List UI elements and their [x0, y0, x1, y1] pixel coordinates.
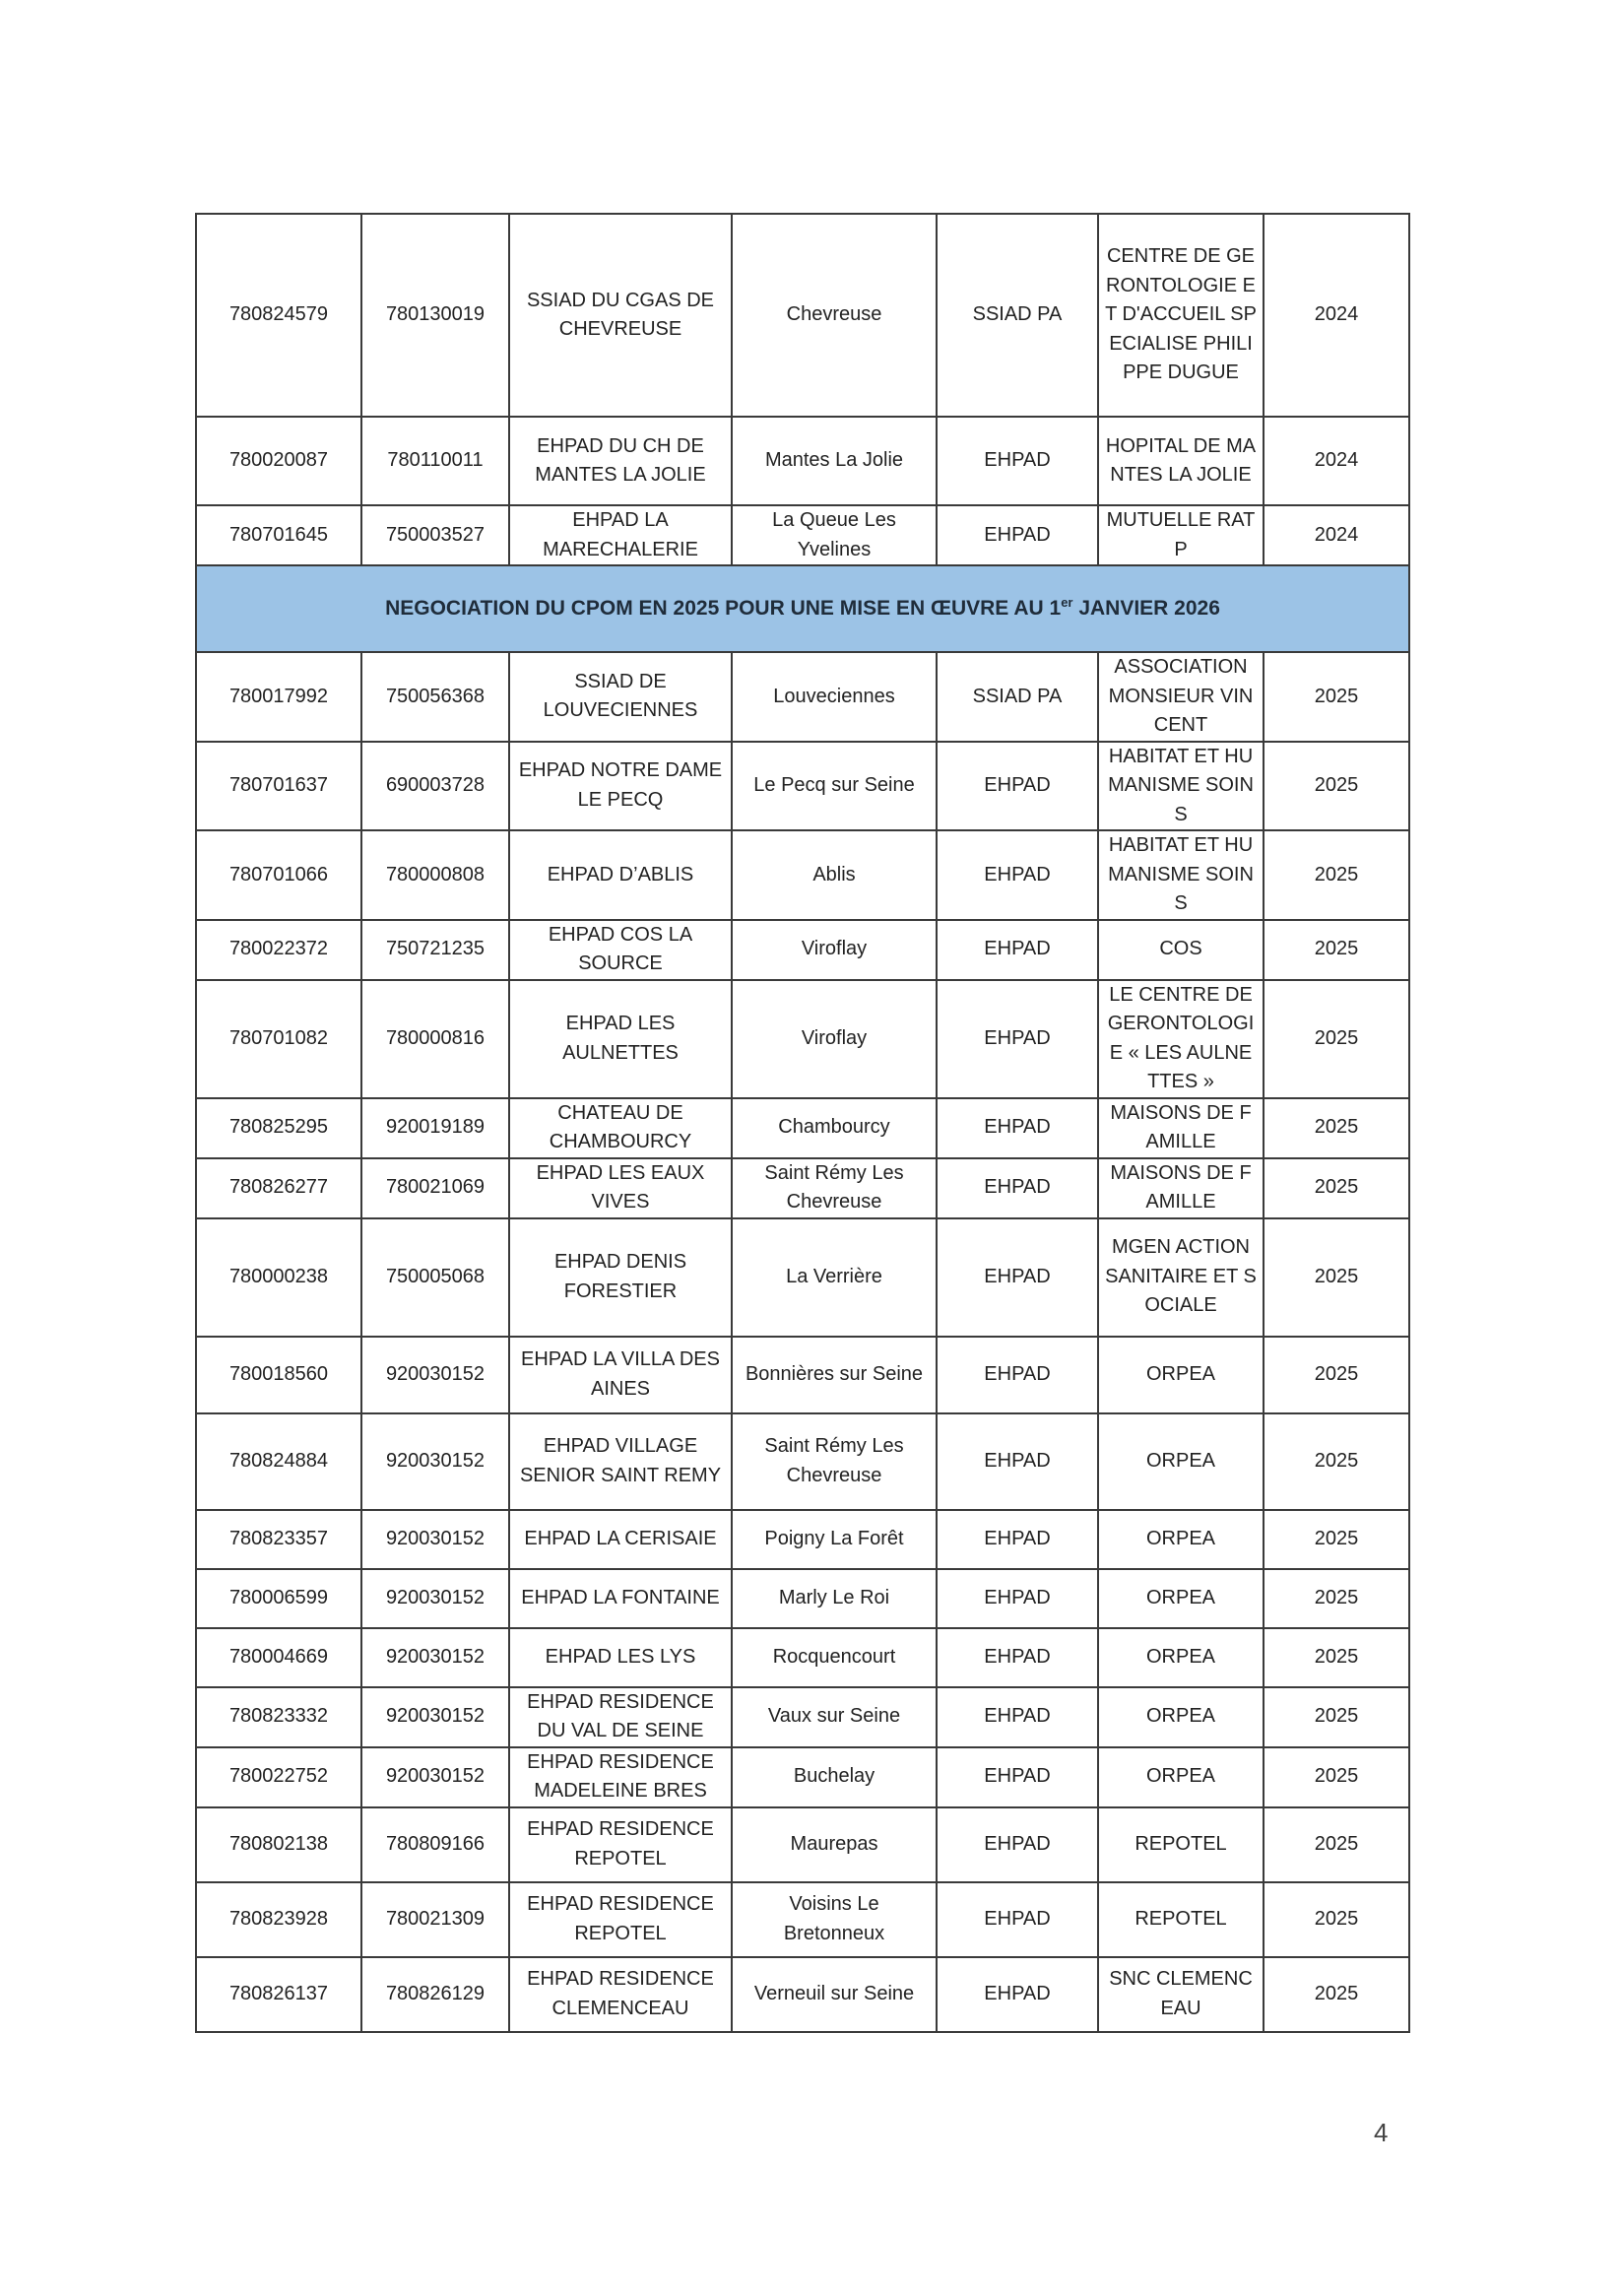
year-cell: 2025 — [1264, 1413, 1409, 1510]
section-title-text-end: JANVIER 2026 — [1072, 597, 1220, 621]
finess-ej-cell: 780826129 — [361, 1957, 509, 2032]
category-cell: EHPAD — [937, 1882, 1098, 1957]
category-cell: EHPAD — [937, 1218, 1098, 1337]
city-cell: Rocquencourt — [732, 1628, 937, 1687]
establishment-name-cell: EHPAD NOTRE DAME LE PECQ — [509, 742, 732, 831]
establishment-name-cell: EHPAD RESIDENCE DU VAL DE SEINE — [509, 1687, 732, 1747]
category-cell: EHPAD — [937, 1413, 1098, 1510]
category-cell: EHPAD — [937, 1687, 1098, 1747]
table-row — [196, 1957, 1409, 2032]
finess-et-cell: 780826137 — [196, 1957, 361, 2032]
category-cell: SSIAD PA — [937, 214, 1098, 417]
city-cell: Viroflay — [732, 980, 937, 1098]
finess-ej-cell: 750003527 — [361, 505, 509, 565]
table-row — [196, 1510, 1409, 1569]
category-cell: EHPAD — [937, 920, 1098, 980]
finess-et-cell: 780825295 — [196, 1098, 361, 1158]
table-row — [196, 980, 1409, 1098]
table-row — [196, 830, 1409, 920]
table-row — [196, 417, 1409, 505]
finess-ej-cell: 780130019 — [361, 214, 509, 417]
finess-et-cell: 780018560 — [196, 1337, 361, 1413]
establishment-name-cell: CHATEAU DE CHAMBOURCY — [509, 1098, 732, 1158]
city-cell: Maurepas — [732, 1807, 937, 1882]
year-cell: 2024 — [1264, 417, 1409, 505]
finess-ej-cell: 920030152 — [361, 1569, 509, 1628]
category-cell: EHPAD — [937, 980, 1098, 1098]
category-cell: EHPAD — [937, 505, 1098, 565]
organization-cell: ASSOCIATION MONSIEUR VINCENT — [1098, 652, 1264, 742]
organization-cell: MAISONS DE FAMILLE — [1098, 1158, 1264, 1218]
category-cell: EHPAD — [937, 1569, 1098, 1628]
organization-cell: LE CENTRE DE GERONTOLOGIE « LES AULNETTES » — [1098, 980, 1264, 1098]
finess-ej-cell: 750005068 — [361, 1218, 509, 1337]
finess-et-cell: 780824884 — [196, 1413, 361, 1510]
section-title — [196, 565, 1409, 652]
city-cell: Chambourcy — [732, 1098, 937, 1158]
finess-et-cell: 780000238 — [196, 1218, 361, 1337]
cpom-table — [195, 213, 1410, 2033]
finess-et-cell: 780022752 — [196, 1747, 361, 1807]
city-cell: Mantes La Jolie — [732, 417, 937, 505]
finess-ej-cell: 780000808 — [361, 830, 509, 920]
establishment-name-cell: EHPAD RESIDENCE MADELEINE BRES — [509, 1747, 732, 1807]
organization-cell: ORPEA — [1098, 1569, 1264, 1628]
category-cell: EHPAD — [937, 1510, 1098, 1569]
organization-cell: ORPEA — [1098, 1628, 1264, 1687]
table-row — [196, 1218, 1409, 1337]
finess-ej-cell: 920030152 — [361, 1687, 509, 1747]
city-cell: Bonnières sur Seine — [732, 1337, 937, 1413]
table-row — [196, 1337, 1409, 1413]
finess-ej-cell: 920030152 — [361, 1628, 509, 1687]
city-cell: Verneuil sur Seine — [732, 1957, 937, 2032]
city-cell: La Queue Les Yvelines — [732, 505, 937, 565]
city-cell: Viroflay — [732, 920, 937, 980]
finess-ej-cell: 920030152 — [361, 1747, 509, 1807]
city-cell: Buchelay — [732, 1747, 937, 1807]
year-cell: 2025 — [1264, 830, 1409, 920]
year-cell: 2024 — [1264, 505, 1409, 565]
organization-cell: MUTUELLE RATP — [1098, 505, 1264, 565]
year-cell: 2025 — [1264, 1337, 1409, 1413]
year-cell: 2025 — [1264, 1747, 1409, 1807]
establishment-name-cell: EHPAD DU CH DE MANTES LA JOLIE — [509, 417, 732, 505]
year-cell: 2025 — [1264, 1957, 1409, 2032]
category-cell: EHPAD — [937, 1628, 1098, 1687]
year-cell: 2025 — [1264, 1628, 1409, 1687]
organization-cell: ORPEA — [1098, 1337, 1264, 1413]
establishment-name-cell: EHPAD RESIDENCE CLEMENCEAU — [509, 1957, 732, 2032]
category-cell: EHPAD — [937, 1337, 1098, 1413]
establishment-name-cell: EHPAD VILLAGE SENIOR SAINT REMY — [509, 1413, 732, 1510]
table-row — [196, 1687, 1409, 1747]
section-row — [196, 565, 1409, 652]
finess-et-cell: 780701082 — [196, 980, 361, 1098]
section-header — [196, 565, 1409, 652]
establishment-name-cell: EHPAD LA FONTAINE — [509, 1569, 732, 1628]
organization-cell: SNC CLEMENCEAU — [1098, 1957, 1264, 2032]
page-number: 4 — [1374, 2118, 1389, 2147]
category-cell: EHPAD — [937, 1158, 1098, 1218]
finess-ej-cell: 920030152 — [361, 1510, 509, 1569]
table-row — [196, 742, 1409, 831]
city-cell: Vaux sur Seine — [732, 1687, 937, 1747]
table-body-2024 — [196, 214, 1409, 565]
table-row — [196, 1098, 1409, 1158]
establishment-name-cell: EHPAD LES LYS — [509, 1628, 732, 1687]
establishment-name-cell: EHPAD LA VILLA DES AINES — [509, 1337, 732, 1413]
finess-et-cell: 780826277 — [196, 1158, 361, 1218]
organization-cell: REPOTEL — [1098, 1882, 1264, 1957]
organization-cell: ORPEA — [1098, 1413, 1264, 1510]
year-cell: 2025 — [1264, 1158, 1409, 1218]
organization-cell: ORPEA — [1098, 1687, 1264, 1747]
city-cell: Chevreuse — [732, 214, 937, 417]
year-cell: 2025 — [1264, 652, 1409, 742]
category-cell: EHPAD — [937, 1957, 1098, 2032]
finess-ej-cell: 780021309 — [361, 1882, 509, 1957]
city-cell: Saint Rémy Les Chevreuse — [732, 1158, 937, 1218]
table-row — [196, 1158, 1409, 1218]
establishment-name-cell: EHPAD DENIS FORESTIER — [509, 1218, 732, 1337]
finess-ej-cell: 920019189 — [361, 1098, 509, 1158]
table-row — [196, 1628, 1409, 1687]
finess-et-cell: 780701645 — [196, 505, 361, 565]
organization-cell: ORPEA — [1098, 1747, 1264, 1807]
category-cell: EHPAD — [937, 1747, 1098, 1807]
year-cell: 2025 — [1264, 742, 1409, 831]
finess-et-cell: 780022372 — [196, 920, 361, 980]
finess-et-cell: 780823332 — [196, 1687, 361, 1747]
establishment-name-cell: EHPAD D’ABLIS — [509, 830, 732, 920]
establishment-name-cell: EHPAD RESIDENCE REPOTEL — [509, 1807, 732, 1882]
section-title-text: NEGOCIATION DU CPOM EN 2025 POUR UNE MISE EN ŒUVRE AU 1 — [385, 597, 1062, 621]
table-row — [196, 920, 1409, 980]
organization-cell: HOPITAL DE MANTES LA JOLIE — [1098, 417, 1264, 505]
year-cell: 2025 — [1264, 1807, 1409, 1882]
finess-et-cell: 780004669 — [196, 1628, 361, 1687]
table-row — [196, 1413, 1409, 1510]
finess-et-cell: 780823357 — [196, 1510, 361, 1569]
organization-cell: REPOTEL — [1098, 1807, 1264, 1882]
finess-ej-cell: 750056368 — [361, 652, 509, 742]
table-row — [196, 1747, 1409, 1807]
finess-ej-cell: 780021069 — [361, 1158, 509, 1218]
finess-et-cell: 780824579 — [196, 214, 361, 417]
organization-cell: ORPEA — [1098, 1510, 1264, 1569]
finess-et-cell: 780701637 — [196, 742, 361, 831]
finess-ej-cell: 780809166 — [361, 1807, 509, 1882]
organization-cell: HABITAT ET HUMANISME SOINS — [1098, 742, 1264, 831]
table-row — [196, 652, 1409, 742]
category-cell: EHPAD — [937, 742, 1098, 831]
year-cell: 2025 — [1264, 1098, 1409, 1158]
year-cell: 2025 — [1264, 1218, 1409, 1337]
city-cell: Le Pecq sur Seine — [732, 742, 937, 831]
establishment-name-cell: EHPAD RESIDENCE REPOTEL — [509, 1882, 732, 1957]
city-cell: Poigny La Forêt — [732, 1510, 937, 1569]
finess-ej-cell: 750721235 — [361, 920, 509, 980]
establishment-name-cell: EHPAD LA MARECHALERIE — [509, 505, 732, 565]
category-cell: EHPAD — [937, 1807, 1098, 1882]
year-cell: 2025 — [1264, 920, 1409, 980]
establishment-name-cell: EHPAD LA CERISAIE — [509, 1510, 732, 1569]
city-cell: Ablis — [732, 830, 937, 920]
category-cell: EHPAD — [937, 417, 1098, 505]
establishment-name-cell: EHPAD LES EAUX VIVES — [509, 1158, 732, 1218]
finess-ej-cell: 690003728 — [361, 742, 509, 831]
category-cell: EHPAD — [937, 830, 1098, 920]
category-cell: SSIAD PA — [937, 652, 1098, 742]
organization-cell: CENTRE DE GERONTOLOGIE ET D'ACCUEIL SPECIALISE PHILIPPE DUGUE — [1098, 214, 1264, 417]
finess-et-cell: 780701066 — [196, 830, 361, 920]
city-cell: Saint Rémy Les Chevreuse — [732, 1413, 937, 1510]
table-row — [196, 1569, 1409, 1628]
organization-cell: HABITAT ET HUMANISME SOINS — [1098, 830, 1264, 920]
city-cell: La Verrière — [732, 1218, 937, 1337]
category-cell: EHPAD — [937, 1098, 1098, 1158]
city-cell: Voisins Le Bretonneux — [732, 1882, 937, 1957]
finess-et-cell: 780802138 — [196, 1807, 361, 1882]
table-row — [196, 1807, 1409, 1882]
finess-et-cell: 780020087 — [196, 417, 361, 505]
organization-cell: COS — [1098, 920, 1264, 980]
finess-ej-cell: 920030152 — [361, 1337, 509, 1413]
year-cell: 2025 — [1264, 1569, 1409, 1628]
section-title-sup: er — [1061, 595, 1073, 611]
table-row — [196, 505, 1409, 565]
finess-ej-cell: 920030152 — [361, 1413, 509, 1510]
table-row — [196, 1882, 1409, 1957]
establishment-name-cell: SSIAD DU CGAS DE CHEVREUSE — [509, 214, 732, 417]
establishment-name-cell: EHPAD LES AULNETTES — [509, 980, 732, 1098]
establishment-name-cell: EHPAD COS LA SOURCE — [509, 920, 732, 980]
year-cell: 2025 — [1264, 980, 1409, 1098]
year-cell: 2025 — [1264, 1687, 1409, 1747]
city-cell: Marly Le Roi — [732, 1569, 937, 1628]
year-cell: 2025 — [1264, 1882, 1409, 1957]
city-cell: Louveciennes — [732, 652, 937, 742]
finess-et-cell: 780006599 — [196, 1569, 361, 1628]
finess-ej-cell: 780110011 — [361, 417, 509, 505]
year-cell: 2025 — [1264, 1510, 1409, 1569]
finess-et-cell: 780823928 — [196, 1882, 361, 1957]
table-row — [196, 214, 1409, 417]
finess-ej-cell: 780000816 — [361, 980, 509, 1098]
year-cell: 2024 — [1264, 214, 1409, 417]
organization-cell: MAISONS DE FAMILLE — [1098, 1098, 1264, 1158]
table-body-2025 — [196, 652, 1409, 2032]
finess-et-cell: 780017992 — [196, 652, 361, 742]
establishment-name-cell: SSIAD DE LOUVECIENNES — [509, 652, 732, 742]
organization-cell: MGEN ACTION SANITAIRE ET SOCIALE — [1098, 1218, 1264, 1337]
